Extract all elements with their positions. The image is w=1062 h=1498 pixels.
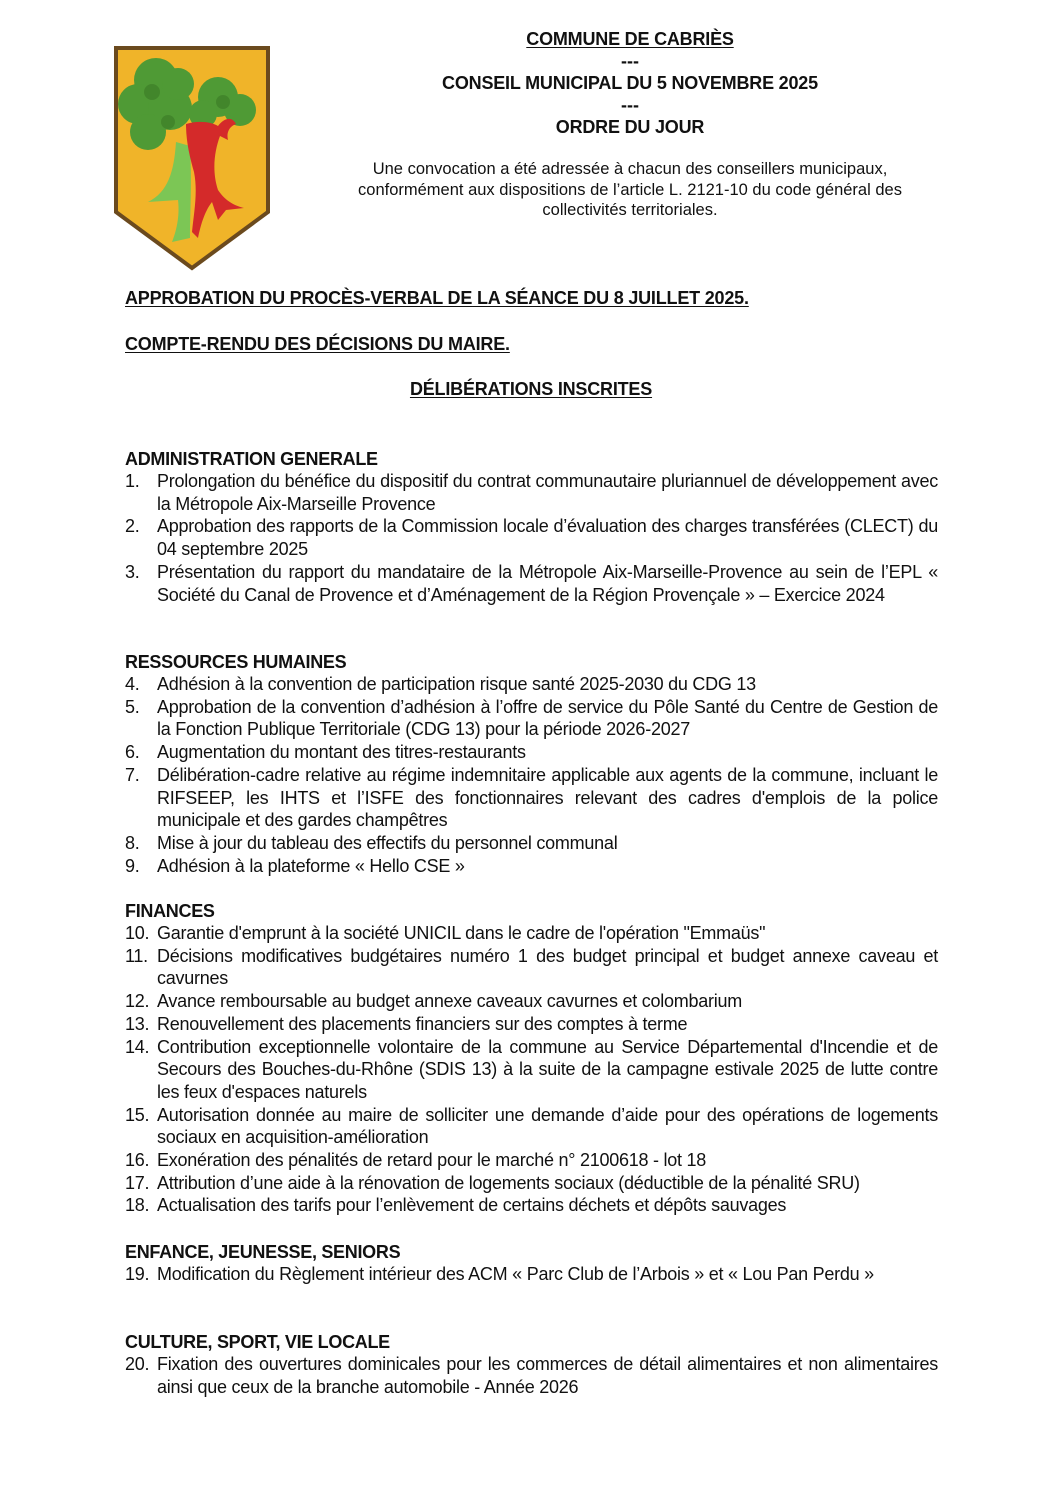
separator: ---	[621, 95, 639, 115]
agenda-item: 4. Adhésion à la convention de participation risque santé 2025-2030 du CDG 13	[125, 674, 756, 694]
section-title: CULTURE, SPORT, VIE LOCALE	[125, 1332, 390, 1352]
agenda-item: 10. Garantie d'emprunt à la société UNICIL dans le cadre de l'opération "Emmaüs"	[125, 923, 766, 943]
commune-title: COMMUNE DE CABRIÈS	[526, 29, 734, 49]
agenda-item: 5. Approbation de la convention d’adhésion à l’offre de service du Pôle Santé du Centre de Gestion de la Fonction Publique Territoriale (CDG 13) pour la période 2026-2027	[125, 696, 938, 740]
section-title: ENFANCE, JEUNESSE, SENIORS	[125, 1242, 401, 1262]
coat-of-arms-icon	[108, 42, 276, 274]
section-title: RESSOURCES HUMAINES	[125, 652, 347, 672]
agenda-item: 13. Renouvellement des placements financiers sur des comptes à terme	[125, 1013, 688, 1034]
agenda-item: 17. Attribution d’une aide à la rénovation de logements sociaux (déductible de la pénalité SRU)	[125, 1172, 860, 1193]
section-culture	[125, 1331, 938, 1398]
agenda-item: 19. Modification du Règlement intérieur des ACM « Parc Club de l’Arbois » et « Lou Pan Perdu »	[125, 1264, 874, 1284]
agenda-list	[125, 1263, 938, 1286]
agenda-item: 3. Présentation du rapport du mandataire de la Métropole Aix-Marseille-Provence au sein de l’EPL « Société du Canal de Provence et d’Aménagement de la Région Provençale » – Exercice 2024	[125, 561, 938, 605]
agenda-item: 11. Décisions modificatives budgétaires numéro 1 des budget principal et budget annexe caveau et cavurnes	[125, 945, 938, 989]
agenda-item: 7. Délibération-cadre relative au régime indemnitaire applicable aux agents de la commune, incluant le RIFSEEP, les IHTS et l’ISFE des fonctionnaires relevant des cadres d'emplois de la police municipale et des gardes champêtres	[125, 764, 938, 831]
agenda-list	[125, 673, 938, 877]
document-header	[320, 28, 940, 221]
section-enfance	[125, 1241, 938, 1286]
section-title: ADMINISTRATION GENERALE	[125, 449, 378, 469]
deliberations-heading: DÉLIBÉRATIONS INSCRITES	[409, 379, 653, 399]
section-ressources-humaines	[125, 651, 938, 877]
agenda-item: 8. Mise à jour du tableau des effectifs du personnel communal	[125, 832, 618, 853]
agenda-item: 9. Adhésion à la plateforme « Hello CSE »	[125, 855, 465, 876]
convocation-notice: Une convocation a été adressée à chacun des conseillers municipaux, conformément aux dispositions de l’article L. 2121-10 du code général des collectivités territoriales.	[358, 160, 902, 219]
agenda-title: ORDRE DU JOUR	[555, 117, 705, 137]
agenda-item: 18. Actualisation des tarifs pour l’enlèvement de certains déchets et dépôts sauvages	[125, 1195, 787, 1216]
agenda-item: 16. Exonération des pénalités de retard pour le marché n° 2100618 - lot 18	[125, 1150, 707, 1171]
council-title: CONSEIL MUNICIPAL DU 5 NOVEMBRE 2025	[442, 73, 818, 93]
agenda-item: 6. Augmentation du montant des titres-restaurants	[125, 742, 526, 763]
mayor-report-heading: COMPTE-RENDU DES DÉCISIONS DU MAIRE.	[125, 334, 510, 354]
agenda-list	[125, 470, 938, 606]
agenda-item: 14. Contribution exceptionnelle volontaire de la commune au Service Départemental d'Incendie et de Secours des Bouches-du-Rhône (SDIS 13) à la suite de la campagne estivale 2025 de lutte contre les feux d'espaces naturels	[125, 1036, 938, 1102]
agenda-item: 1. Prolongation du bénéfice du dispositif du contrat communautaire pluriannuel de développement avec la Métropole Aix-Marseille Provence	[125, 471, 938, 514]
agenda-item: 20. Fixation des ouvertures dominicales pour les commerces de détail alimentaires et non alimentaires ainsi que ceux de la branche automobile - Année 2026	[125, 1354, 938, 1397]
separator: ---	[621, 51, 639, 71]
section-finances	[125, 900, 938, 1217]
agenda-list	[125, 922, 938, 1217]
section-title: FINANCES	[125, 901, 215, 921]
approval-heading: APPROBATION DU PROCÈS-VERBAL DE LA SÉANCE DU 8 JUILLET 2025.	[125, 288, 749, 308]
agenda-list	[125, 1353, 938, 1398]
section-administration	[125, 448, 938, 606]
agenda-item: 2. Approbation des rapports de la Commission locale d’évaluation des charges transférées (CLECT) du 04 septembre 2025	[125, 516, 938, 560]
agenda-item: 15. Autorisation donnée au maire de solliciter une demande d’aide pour des opérations de logements sociaux en acquisition-amélioration	[125, 1104, 938, 1148]
agenda-item: 12. Avance remboursable au budget annexe caveaux cavurnes et colombarium	[125, 991, 743, 1012]
